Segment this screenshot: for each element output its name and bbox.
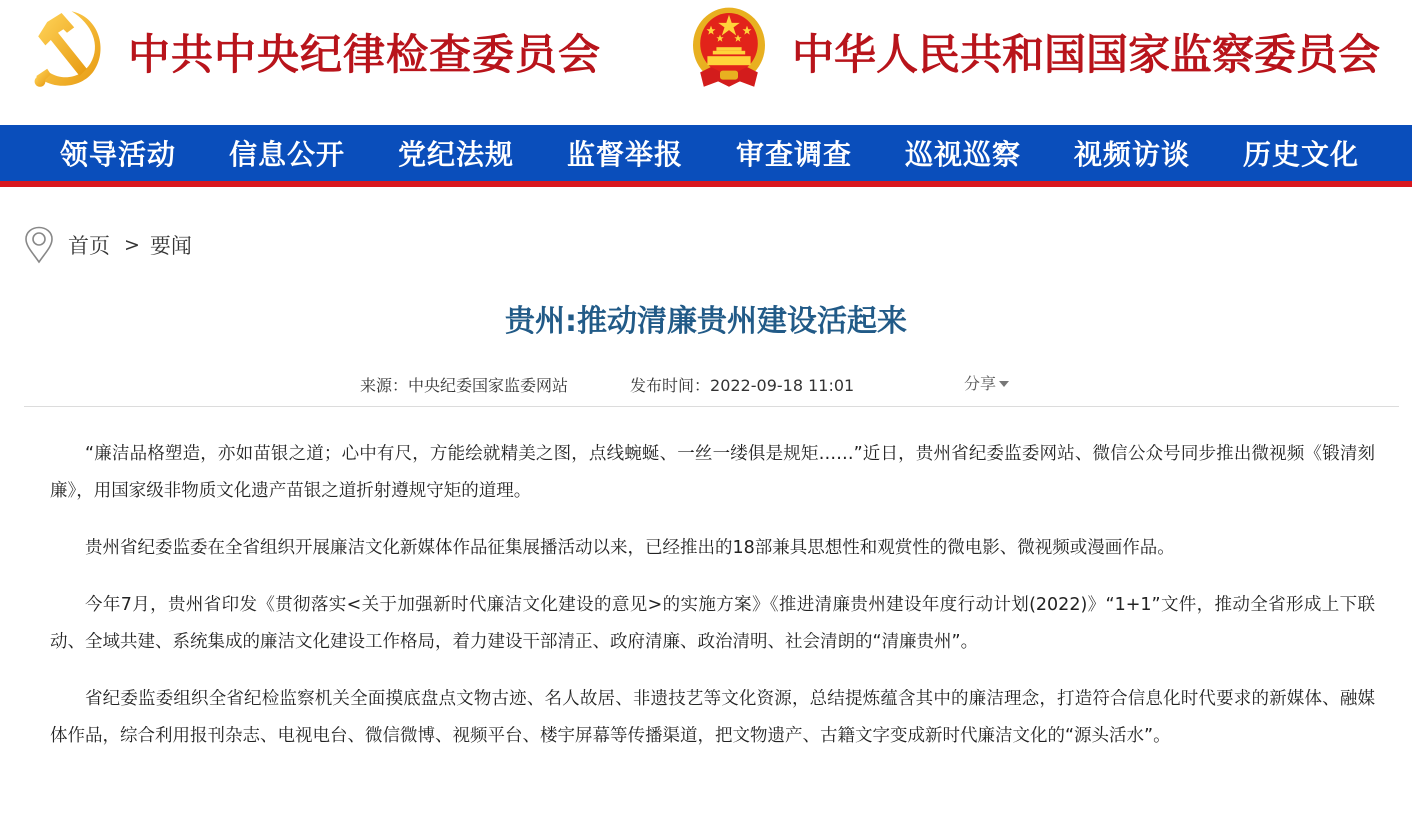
main-nav (0, 125, 1412, 187)
breadcrumb (24, 226, 192, 264)
nav-item-history[interactable]: 历史文化 (1243, 138, 1360, 171)
article-title: 贵州:推动清廉贵州建设活起来 (505, 304, 907, 339)
nav-item-inspection[interactable]: 巡视巡察 (905, 138, 1022, 171)
article-paragraph: 贵州省纪委监委在全省组织开展廉洁文化新媒体作品征集展播活动以来，已经推出的18部兼具思想性和观赏性的微电影、微视频或漫画作品。 (85, 538, 1175, 558)
article-paragraph: “廉洁品格塑造，亦如苗银之道；心中有尺，方能绘就精美之图，点线蜿蜒、一丝一缕俱是规矩……”近日，贵州省纪委监委网站、微信公众号同步推出微视频《锻清刻廉》，用国家级非物质文化遗产苗银之道折射遵规守矩的道理。 (50, 444, 1375, 501)
time-value: 2022-09-18 11:01 (710, 376, 855, 395)
nav-item-disclosure[interactable]: 信息公开 (229, 138, 346, 171)
meta-divider (24, 406, 1399, 407)
nsc-logo[interactable] (684, 4, 1380, 94)
article-meta (0, 371, 1412, 407)
article-paragraph: 省纪委监委组织全省纪检监察机关全面摸底盘点文物古迹、名人故居、非遗技艺等文化资源，总结提炼蕴含其中的廉洁理念，打造符合信息化时代要求的新媒体、融媒体作品，综合利用报刊杂志、电视电台、微信微博、视频平台、楼宇屏幕等传播渠道，把文物遗产、古籍文字变成新时代廉洁文化的“源头活水”。 (50, 689, 1375, 746)
article-body (50, 436, 1375, 775)
breadcrumb-home-link[interactable]: 首页 (68, 234, 110, 258)
site-header (0, 0, 1412, 125)
nav-item-investigation[interactable]: 审查调查 (736, 138, 853, 171)
ccdi-logo[interactable] (22, 4, 601, 94)
article-paragraph: 今年7月，贵州省印发《贯彻落实<关于加强新时代廉洁文化建设的意见>的实施方案》《推进清廉贵州建设年度行动计划(2022)》“1+1”文件，推动全省形成上下联动、全域共建、系统集成的廉洁文化建设工作格局，着力建设干部清正、政府清廉、政治清明、社会清朗的“清廉贵州”。 (50, 595, 1375, 652)
location-pin-icon (24, 226, 54, 264)
party-emblem-icon (22, 4, 112, 94)
article-source (360, 373, 568, 396)
ccdi-title: 中共中央纪律检查委员会 (128, 30, 602, 79)
breadcrumb-current-link[interactable]: 要闻 (149, 234, 192, 258)
share-label: 分享 (964, 374, 997, 393)
breadcrumb-separator: > (124, 234, 140, 256)
nav-item-report[interactable]: 监督举报 (567, 138, 684, 171)
source-value: 中央纪委国家监委网站 (408, 376, 569, 395)
nav-item-leadership[interactable]: 领导活动 (60, 138, 177, 171)
time-label: 发布时间： (630, 376, 711, 395)
nsc-title: 中华人民共和国国家监察委员会 (792, 30, 1381, 79)
national-emblem-icon (684, 4, 774, 94)
source-label: 来源： (360, 376, 409, 395)
caret-down-icon (999, 381, 1009, 387)
nav-item-regulations[interactable]: 党纪法规 (398, 138, 515, 171)
article-publish-time (630, 373, 854, 396)
nav-item-video[interactable]: 视频访谈 (1074, 138, 1191, 171)
share-dropdown[interactable] (964, 371, 1009, 394)
